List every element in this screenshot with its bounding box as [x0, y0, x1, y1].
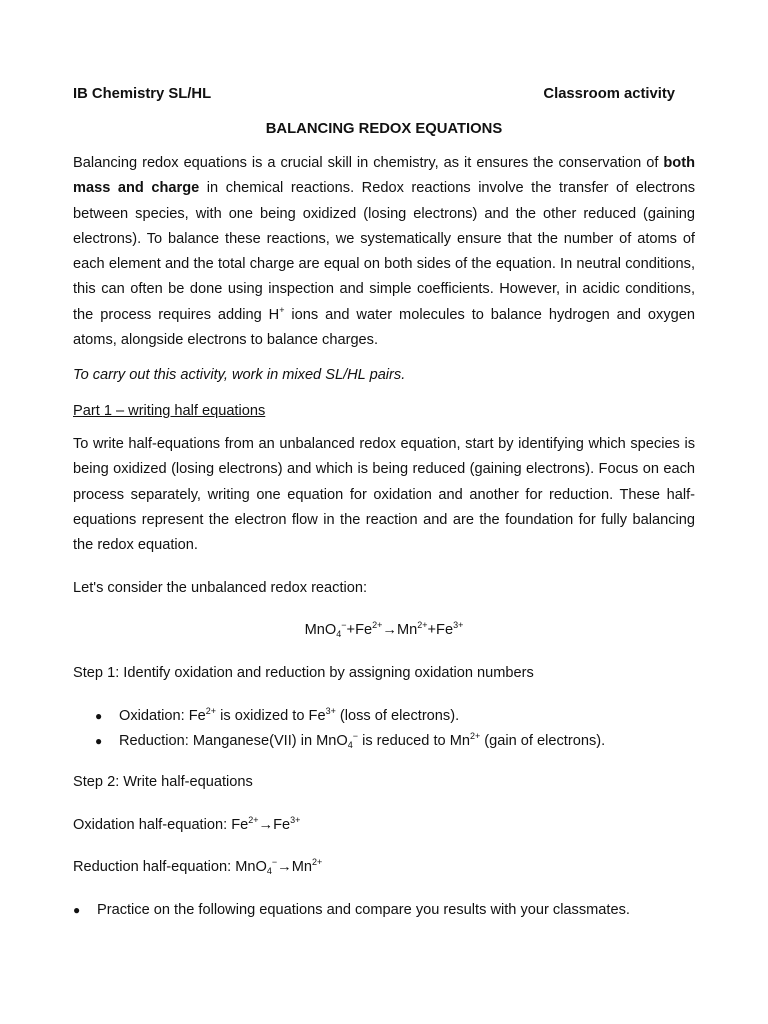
part1-paragraph: To write half-equations from an unbalanced redox equation, start by identifying which species is being oxidized (losing electrons) and which is being reduced (gaining electrons). Focus on each process separately, writing one equation for oxidation and another for reduction. These half-equations represent the electron flow in the reaction and are the foundation for fully balancing the redox equation.	[73, 436, 695, 554]
eq-fe3-charge: 3+	[453, 620, 464, 630]
practice-instruction	[73, 900, 630, 920]
oxidation-half-equation	[73, 815, 300, 835]
intro-bold-text: both mass and charge	[73, 155, 695, 197]
activity-note: To carry out this activity, work in mixed SL/HL pairs.	[73, 367, 406, 383]
step1-bullet-list	[95, 704, 605, 754]
eq-fe-charge: 2+	[372, 620, 383, 630]
ox-text: Oxidation half-equation: Fe	[73, 817, 249, 833]
h-ion-charge: +	[279, 304, 285, 315]
red-sup1: −	[271, 857, 278, 867]
bullet2-text-b: is reduced to Mn	[358, 733, 470, 749]
intro-paragraph	[73, 151, 695, 353]
red-sub: 4	[266, 866, 272, 876]
bullet2-sup1: −	[352, 731, 359, 741]
part1-heading: Part 1 – writing half equations	[73, 403, 266, 419]
consider-text: Let's consider the unbalanced redox reaction:	[73, 580, 368, 596]
eq-mn-charge: 2+	[417, 620, 428, 630]
bullet1-text-b: is oxidized to Fe	[216, 708, 326, 724]
intro-text-1: Balancing redox equations is a crucial skill in chemistry, as it ensures the conservation of	[73, 155, 664, 171]
bullet1-sup1: 2+	[205, 706, 217, 716]
bullet2-text-c: (gain of electrons).	[480, 733, 606, 749]
eq-fe-product: +Fe	[427, 622, 454, 638]
intro-text-3: ions and water molecules to balance hydrogen and oxygen atoms, alongside electrons to balance charges.	[73, 306, 695, 349]
bullet2-sup2: 2+	[469, 731, 481, 741]
activity-type: Classroom activity	[543, 86, 675, 102]
bullet1-text-c: (loss of electrons).	[335, 708, 460, 724]
step1-label: Step 1: Identify oxidation and reduction by assigning oxidation numbers	[73, 665, 534, 681]
intro-text-2: in chemical reactions. Redox reactions involve the transfer of electrons between species, with one being oxidized (losing electrons) and the other reduced (gaining electrons). To balance these reactions, we systematically ensure that the number of atoms of each element and the total charge are equal on both sides of the equation. In neutral conditions, this can often be done using inspection and simple coefficients. However, in acidic conditions, the process requires adding H	[73, 180, 695, 323]
document-title: BALANCING REDOX EQUATIONS	[265, 121, 503, 137]
ox-sup1: 2+	[248, 815, 259, 825]
practice-text: Practice on the following equations and compare you results with your classmates.	[97, 902, 630, 918]
eq-sub-4: 4	[336, 629, 342, 639]
eq-fe: +Fe	[346, 622, 373, 638]
red-sup2: 2+	[312, 857, 323, 867]
document-page	[73, 0, 695, 1024]
unbalanced-equation	[73, 620, 695, 640]
eq-arrow-mn: →Mn	[382, 622, 418, 638]
bullet-icon: ●	[95, 734, 103, 748]
bullet2-sub: 4	[347, 740, 353, 750]
red-text: Reduction half-equation: MnO	[73, 859, 267, 875]
ox-sup2: 3+	[290, 815, 301, 825]
bullet-icon: ●	[95, 709, 103, 723]
list-item	[95, 704, 605, 729]
red-arrow: →Mn	[277, 859, 313, 875]
eq-minus: −	[341, 620, 347, 630]
course-name: IB Chemistry SL/HL	[73, 86, 212, 102]
reduction-half-equation	[73, 857, 322, 877]
bullet-icon: ●	[73, 903, 81, 917]
bullet1-sup2: 3+	[325, 706, 336, 716]
ox-arrow: →Fe	[258, 817, 291, 833]
eq-mno: MnO	[304, 622, 337, 638]
step2-label: Step 2: Write half-equations	[73, 774, 253, 790]
bullet2-text-a: Reduction: Manganese(VII) in MnO	[119, 733, 348, 749]
list-item	[95, 729, 605, 754]
bullet1-text-a: Oxidation: Fe	[119, 708, 206, 724]
